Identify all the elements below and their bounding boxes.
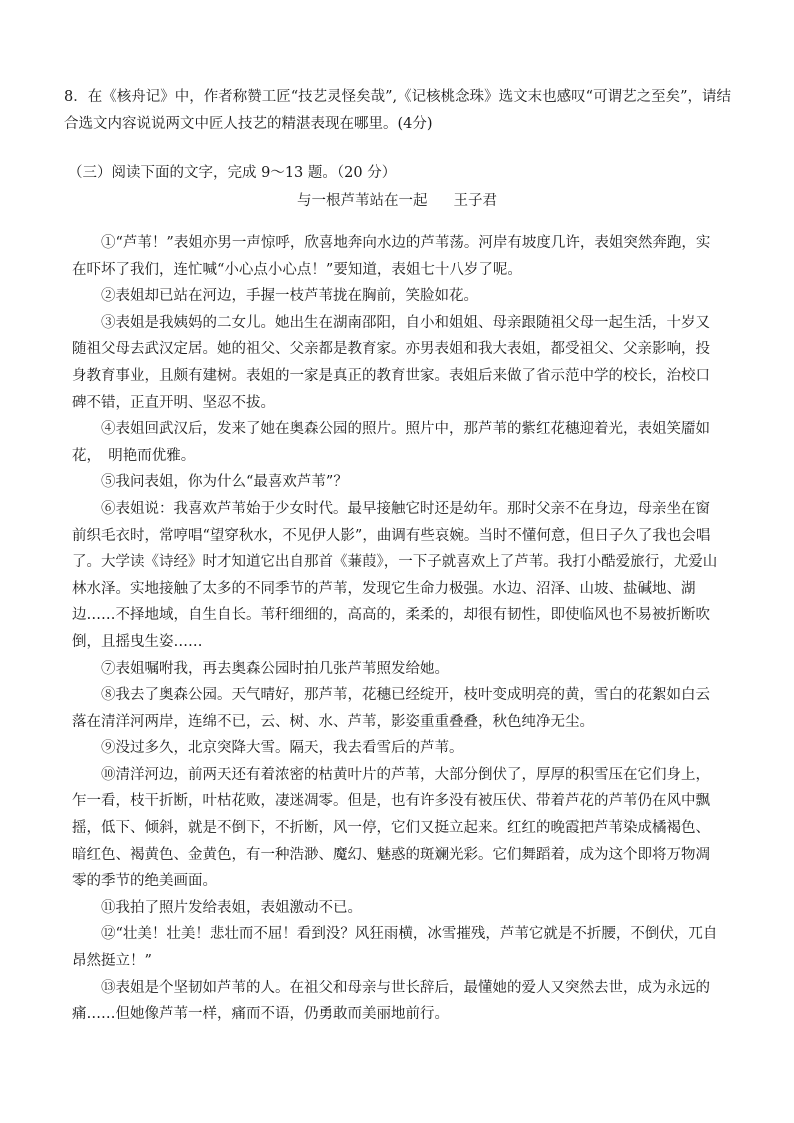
paragraph-5: ⑤我问表姐，你为什么“最喜欢芦苇”？ — [101, 474, 348, 491]
paragraph-9: ⑨没过多久，北京突降大雪。隔天，我去看雪后的芦苇。 — [101, 740, 464, 757]
paragraph-2: ②表姐却已站在河边，手握一枝芦苇拢在胸前，笑脸如花。 — [101, 288, 478, 305]
paragraph-13: ⑬表姐是个坚韧如芦苇的人。在祖父和母亲与世长辞后，最懂她的爱人又突然去世，成为永远的痛……但她像芦苇一样，痛而不语，仍勇敢而美丽地前行。 — [72, 979, 710, 1023]
paragraph-4: ④表姐回武汉后，发来了她在奥森公园的照片。照片中，那芦苇的紫红花穗迎着光，表姐笑靥如花， 明艳而优雅。 — [72, 421, 710, 464]
paragraph-10: ⑩清洋河边，前两天还有着浓密的枯黄叶片的芦苇，大部分倒伏了，厚厚的积雪压在它们身上，乍一看，枝干折断，叶枯花败，凄迷凋零。但是，也有许多没有被压伏、带着芦花的芦苇仍在风中飘摇，低下、倾斜，就是不倒下，不折断，风一停，它们又挺立起来。红红的晚霞把芦苇染成橘褐色、暗红色、褐黄色、金黄色，有一种浩渺、魔幻、魅惑的斑斓光彩。它们舞蹈着，成为这个即将万物凋零的季节的绝美画面。 — [72, 766, 710, 890]
paragraph-1: ①“芦苇！”表姐亦男一声惊呼，欣喜地奔向水边的芦苇荡。河岸有坡度几许，表姐突然奔跑，实在吓坏了我们，连忙喊“小心点小心点！”要知道，表姐七十八岁了呢。 — [72, 235, 711, 278]
article-title-line — [0, 192, 794, 210]
paragraph-8: ⑧我去了奥森公园。天气晴好，那芦苇，花穗已经绽开，枝叶变成明亮的黄，雪白的花絮如白云落在清洋河两岸，连绵不已，云、树、水、芦苇，影姿重重叠叠，秋色纯净无尘。 — [72, 687, 710, 730]
article-author: 王子君 — [453, 193, 497, 209]
paragraph-12: ⑫“壮美！壮美！悲壮而不屈！看到没？风狂雨横，冰雪摧残，芦苇它就是不折腰，不倒伏，兀自昂然挺立！” — [72, 926, 718, 970]
section-header: （三）阅读下面的文字，完成 9～13 题。（20 分） — [68, 165, 397, 181]
article-body — [72, 230, 724, 1028]
paragraph-3: ③表姐是我姨妈的二女儿。她出生在湖南邵阳，自小和姐姐、母亲跟随祖父母一起生活，十岁又随祖父母去武汉定居。她的祖父、父亲都是教育家。亦男表姐和我大表姐，都受祖父、父亲影响，投身教育事业，且颇有建树。表姐的一家是真正的教育世家。表姐后来做了省示范中学的校长，治校口碑不错，正直开明、坚忍不拔。 — [72, 314, 710, 411]
paragraph-11: ⑪我拍了照片发给表姐，表姐激动不已。 — [101, 899, 362, 916]
question-8: 8．在《核舟记》中，作者称赞工匠“技艺灵怪矣哉”,《记核桃念珠》选文末也感叹“可谓艺之至矣”，请结合选文内容说说两文中匠人技艺的精湛表现在哪里。(4分) — [64, 89, 731, 132]
article-title: 与一根芦苇站在一起 — [297, 193, 428, 209]
paragraph-6: ⑥表姐说：我喜欢芦苇始于少女时代。最早接触它时还是幼年。那时父亲不在身边，母亲坐在窗前织毛衣时，常哼唱“望穿秋水，不见伊人影”，曲调有些哀婉。当时不懂何意，但日子久了我也会唱了。大学读《诗经》时才知道它出自那首《蒹葭》，一下子就喜欢上了芦苇。我打小酷爱旅行，尤爱山林水泽。实地接触了太多的不同季节的芦苇，发现它生命力极强。水边、沼泽、山坡、盐碱地、湖边……不择地域，自生自长。苇秆细细的，高高的，柔柔的，却很有韧性，即使临风也不易被折断吹倒，且摇曳生姿…… — [72, 500, 718, 650]
paragraph-7: ⑦表姐嘱咐我，再去奥森公园时拍几张芦苇照发给她。 — [101, 660, 449, 677]
